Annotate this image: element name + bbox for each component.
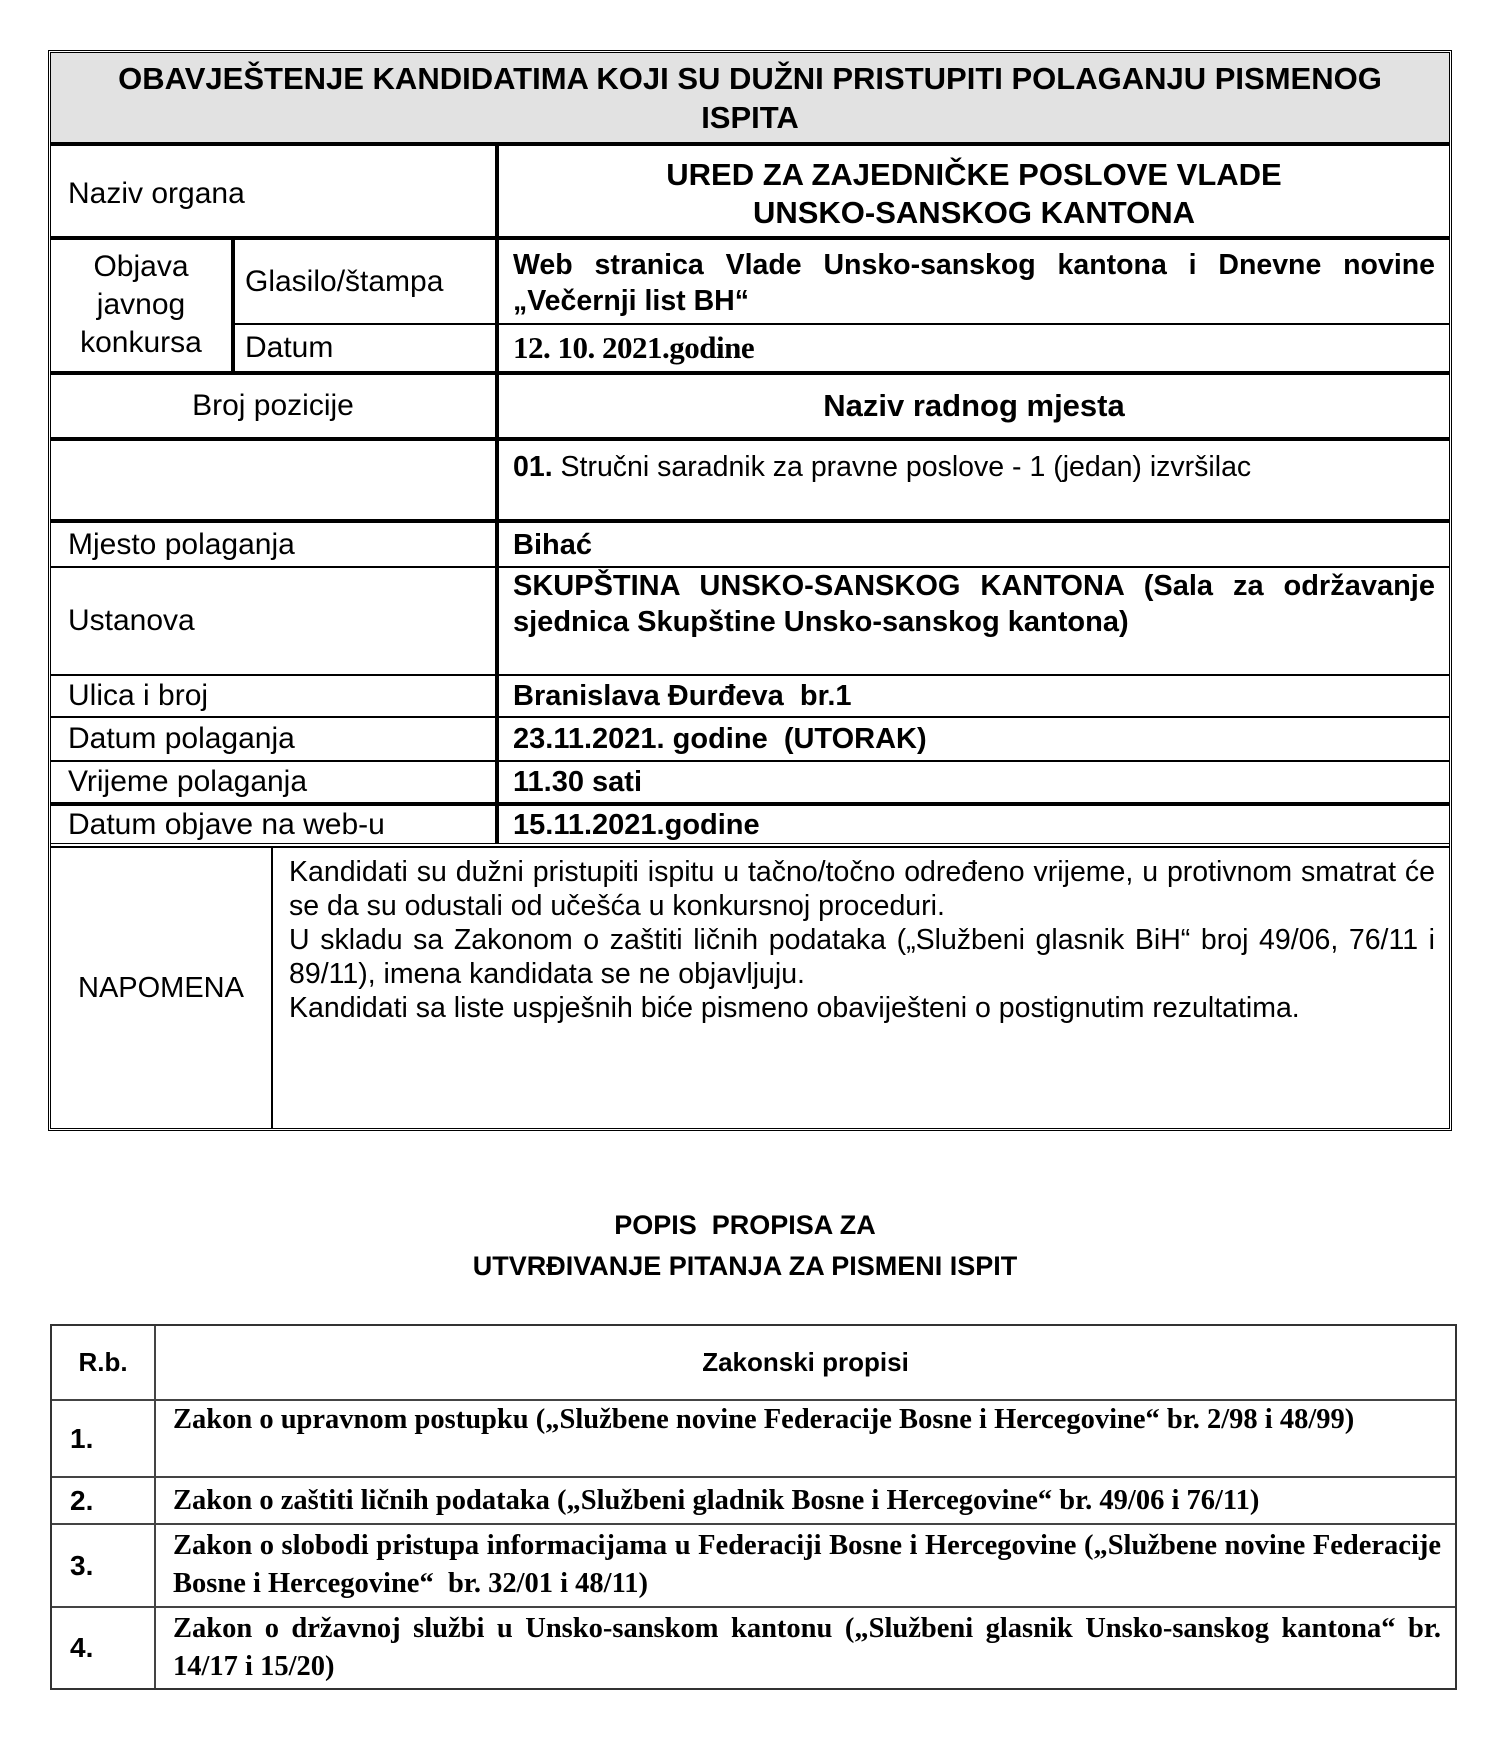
napomena-paragraph-1: Kandidati su dužni pristupiti ispitu u tačno/točno određeno vrijeme, u protivnom smatrat će se da su odustali od učešća u konkursnoj proceduri.: [289, 856, 1435, 922]
regulations-title-line2: UTVRĐIVANJE PITANJA ZA PISMENI ISPIT: [472, 1251, 1018, 1281]
position-number: 01.: [513, 451, 553, 483]
row-4-law: Zakon o državnoj službi u Unsko-sanskom kantonu („Službeni glasnik Unsko-sanskog kantona“ br. 14/17 i 15/20): [173, 1613, 1441, 1682]
ulica-label: Ulica i broj: [68, 679, 209, 712]
ustanova-value: SKUPŠTINA UNSKO-SANSKOG KANTONA (Sala za održavanje sjednica Skupštine Unsko-sanskog kantona): [513, 570, 1435, 638]
objava-web-label: Datum objave na web-u: [68, 807, 385, 841]
ustanova-label: Ustanova: [68, 604, 195, 637]
row-1-rb: 1.: [70, 1422, 94, 1454]
col-rb-header: R.b.: [78, 1347, 128, 1377]
row-4-rb: 4.: [70, 1632, 94, 1663]
regulations-title: [0, 1205, 1490, 1287]
vrijeme-label: Vrijeme polaganja: [68, 765, 308, 798]
datum-polaganja-label: Datum polaganja: [68, 722, 295, 755]
objava-label: Objava javnog konkursa: [80, 250, 202, 359]
position-row: [499, 449, 1449, 519]
datum-polaganja-value: 23.11.2021. godine (UTORAK): [513, 723, 927, 755]
mjesto-label: Mjesto polaganja: [68, 527, 295, 561]
mjesto-value: Bihać: [513, 528, 592, 561]
notice-title: OBAVJEŠTENJE KANDIDATIMA KOJI SU DUŽNI PRISTUPITI POLAGANJU PISMENOG ISPITA: [51, 53, 1449, 146]
objava-web-value: 15.11.2021.godine: [513, 808, 760, 841]
organ-value-line1: URED ZA ZAJEDNIČKE POSLOVE VLADE: [666, 157, 1282, 192]
regulations-table: [50, 1324, 1457, 1690]
row-2-rb: 2.: [70, 1484, 94, 1516]
position-title: Stručni saradnik za pravne poslove - 1 (jedan) izvršilac: [552, 451, 1252, 483]
organ-label: Naziv organa: [68, 177, 245, 210]
organ-value: [499, 150, 1449, 238]
napomena-label: NAPOMENA: [78, 972, 244, 1004]
broj-pozicije-label: Broj pozicije: [192, 389, 354, 422]
datum-label: Datum: [245, 331, 334, 364]
datum-value: 12. 10. 2021.godine: [513, 330, 755, 365]
napomena-paragraph-2: U skladu sa Zakonom o zaštiti ličnih podataka („Službeni glasnik BiH“ broj 49/06, 76/11 i 89/11), imena kandidata se ne objavljuju.: [289, 924, 1435, 990]
naziv-radnog-mjesta-label: Naziv radnog mjesta: [823, 388, 1125, 423]
organ-value-line2: UNSKO-SANSKOG KANTONA: [752, 195, 1196, 230]
napomena-paragraph-3: Kandidati sa liste uspješnih biće pismeno obaviješteni o postignutim rezultatima.: [289, 992, 1300, 1024]
regulations-title-line1: POPIS PROPISA ZA: [614, 1210, 876, 1240]
row-2-law: Zakon o zaštiti ličnih podataka („Službeni gladnik Bosne i Hercegovine“ br. 49/06 i 76/11): [173, 1484, 1260, 1516]
ulica-value: Branislava Đurđeva br.1: [513, 680, 852, 712]
exam-notice-table: [48, 50, 1452, 1131]
row-3-law: Zakon o slobodi pristupa informacijama u Federaciji Bosne i Hercegovine („Službene novine Federacije Bosne i Hercegovine“ br. 32/01 i 48/11): [173, 1530, 1449, 1599]
napomena-text: [273, 851, 1449, 1128]
glasilo-label: Glasilo/štampa: [245, 264, 444, 298]
glasilo-value: Web stranica Vlade Unsko-sanskog kantona i Dnevne novine „Večernji list BH“: [513, 249, 1435, 317]
vrijeme-value: 11.30 sati: [513, 766, 642, 798]
row-3-rb: 3.: [70, 1549, 94, 1581]
col-propisi-header: Zakonski propisi: [702, 1347, 909, 1377]
row-1-law: Zakon o upravnom postupku („Službene novine Federacije Bosne i Hercegovine“ br. 2/98 i 48/99): [173, 1404, 1355, 1435]
